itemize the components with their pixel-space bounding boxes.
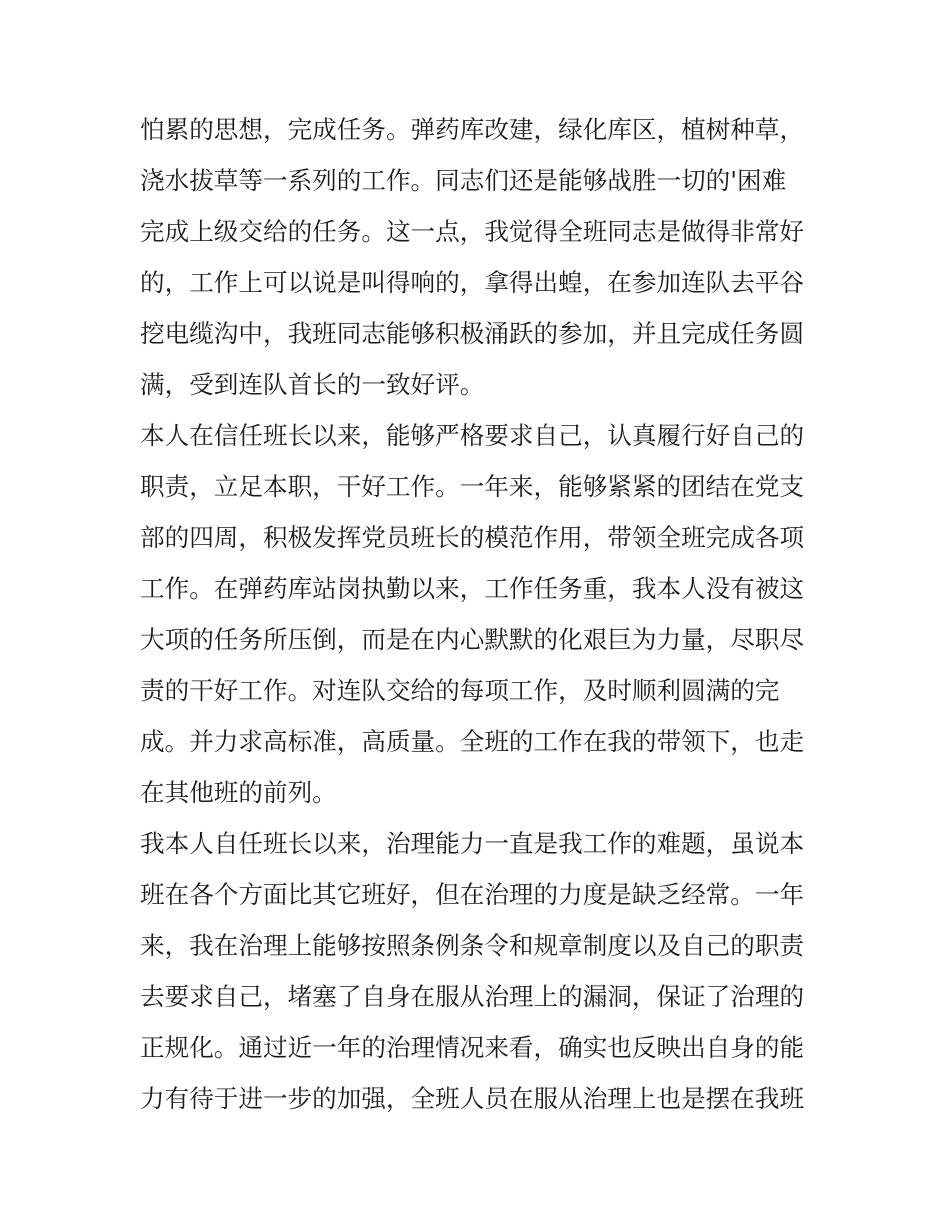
text-line: 在其他班的前列。 [140, 778, 337, 807]
text-line: 正规化。通过近一年的治理情况来看，确实也反映出自身的能 [140, 1033, 805, 1062]
text-line: 我本人自任班长以来，治理能力一直是我工作的难题，虽说本 [140, 829, 805, 858]
text-line: 工作。在弹药库站岗执勤以来，工作任务重，我本人没有被这 [140, 574, 805, 603]
text-line: 去要求自己，堵塞了自身在服从治理上的漏洞，保证了治理的 [140, 982, 805, 1011]
text-line: 本人在信任班长以来，能够严格要求自己，认真履行好自己的 [140, 421, 805, 450]
text-line: 浇水拔草等一系列的工作。同志们还是能够战胜一切的'困难 [140, 166, 787, 195]
text-line: 来，我在治理上能够按照条例条令和规章制度以及自己的职责 [140, 931, 805, 960]
text-line: 班在各个方面比其它班好，但在治理的力度是缺乏经常。一年 [140, 880, 805, 909]
text-line: 大项的任务所压倒，而是在内心默默的化艰巨为力量，尽职尽 [140, 625, 805, 654]
document-body [140, 104, 820, 1124]
text-line: 的，工作上可以说是叫得响的，拿得出蝗，在参加连队去平谷 [140, 268, 805, 297]
text-line: 职责，立足本职，干好工作。一年来，能够紧紧的团结在党支 [140, 472, 805, 501]
text-line: 怕累的思想，完成任务。弹药库改建，绿化库区，植树种草， [140, 115, 805, 144]
text-line: 满，受到连队首长的一致好评。 [140, 370, 485, 399]
text-line: 力有待于进一步的加强，全班人员在服从治理上也是摆在我班 [140, 1084, 805, 1113]
text-line: 挖电缆沟中，我班同志能够积极涌跃的参加，并且完成任务圆 [140, 319, 805, 348]
text-line: 部的四周，积极发挥党员班长的模范作用，带领全班完成各项 [140, 523, 805, 552]
text-line: 完成上级交给的任务。这一点，我觉得全班同志是做得非常好 [140, 217, 805, 246]
text-line: 成。并力求高标准，高质量。全班的工作在我的带领下，也走 [140, 727, 805, 756]
text-line: 责的干好工作。对连队交给的每项工作，及时顺利圆满的完 [140, 676, 780, 705]
